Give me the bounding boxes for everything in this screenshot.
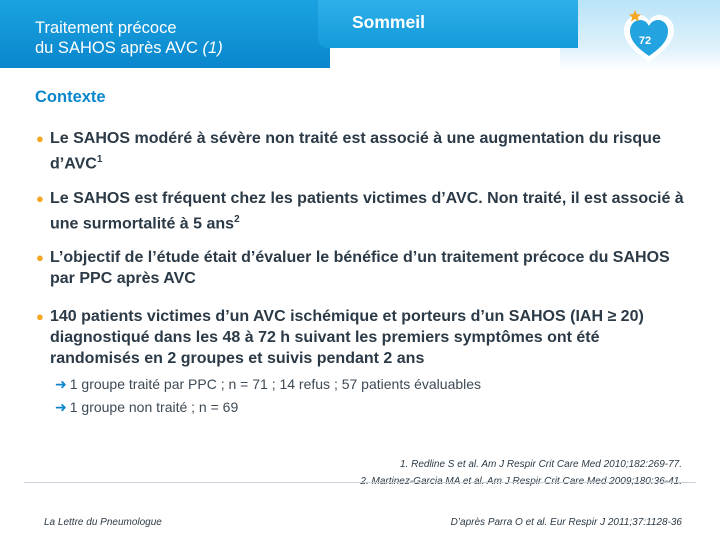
sub-item-text: 1 groupe non traité ; n = 69 <box>69 399 239 415</box>
bullet-text-body: 140 patients victimes d’un AVC ischémique et porteurs d’un SAHOS (IAH ≥ 20) diagnostiqué dans les 48 à 72 h suivant les premiers symptômes ont été randomisés en 2 groupes et suivis pendant 2 ans <box>50 308 644 367</box>
footer-divider <box>24 482 696 483</box>
references <box>360 456 682 490</box>
slide-title-part-number: (1) <box>202 39 223 57</box>
bullet-text <box>36 188 686 234</box>
arrow-right-icon: ➜ <box>55 376 67 392</box>
bullet-text-body: Le SAHOS est fréquent chez les patients victimes d’AVC. Non traité, il est associé à une surmortalité à 5 ans <box>50 190 684 233</box>
slide-title-line1: Traitement précoce <box>35 19 177 37</box>
bullet-dot-icon: ● <box>36 309 44 324</box>
bullet-dot-icon: ● <box>36 191 44 206</box>
page-number: 72 <box>638 35 652 47</box>
reference-marker: 1 <box>96 154 103 165</box>
context-heading: Contexte <box>35 88 106 106</box>
bullet-item <box>36 306 686 369</box>
sub-item <box>55 398 238 416</box>
bullet-text <box>36 306 686 369</box>
reference-marker: 2 <box>234 214 240 225</box>
slide-title <box>35 18 223 58</box>
footer-publication: La Lettre du Pneumologue <box>44 517 162 528</box>
sub-item <box>55 375 481 393</box>
slide-title-line2-text: du SAHOS après AVC <box>35 39 203 57</box>
arrow-right-icon: ➜ <box>55 399 67 415</box>
slide-title-line2 <box>35 38 223 58</box>
bullet-dot-icon: ● <box>36 250 44 265</box>
bullet-text <box>36 128 686 174</box>
bullet-text <box>36 247 686 289</box>
bullet-item <box>36 247 686 289</box>
sub-item-text: 1 groupe traité par PPC ; n = 71 ; 14 refus ; 57 patients évaluables <box>69 376 482 392</box>
reference-1: 1. Redline S et al. Am J Respir Crit Care Med 2010;182:269-77. <box>400 459 682 470</box>
bullet-text-body: L’objectif de l’étude était d’évaluer le bénéfice d’un traitement précoce du SAHOS par PPC après AVC <box>50 249 670 287</box>
bullet-dot-icon: ● <box>36 131 44 146</box>
header-banner <box>0 0 720 70</box>
section-label: Sommeil <box>352 12 425 32</box>
bullet-text-body: Le SAHOS modéré à sévère non traité est associé à une augmentation du risque d’AVC <box>50 130 661 173</box>
bullet-item <box>36 128 686 174</box>
bullet-item <box>36 188 686 234</box>
footer-source: D’après Parra O et al. Eur Respir J 2011;37:1128-36 <box>450 517 682 528</box>
